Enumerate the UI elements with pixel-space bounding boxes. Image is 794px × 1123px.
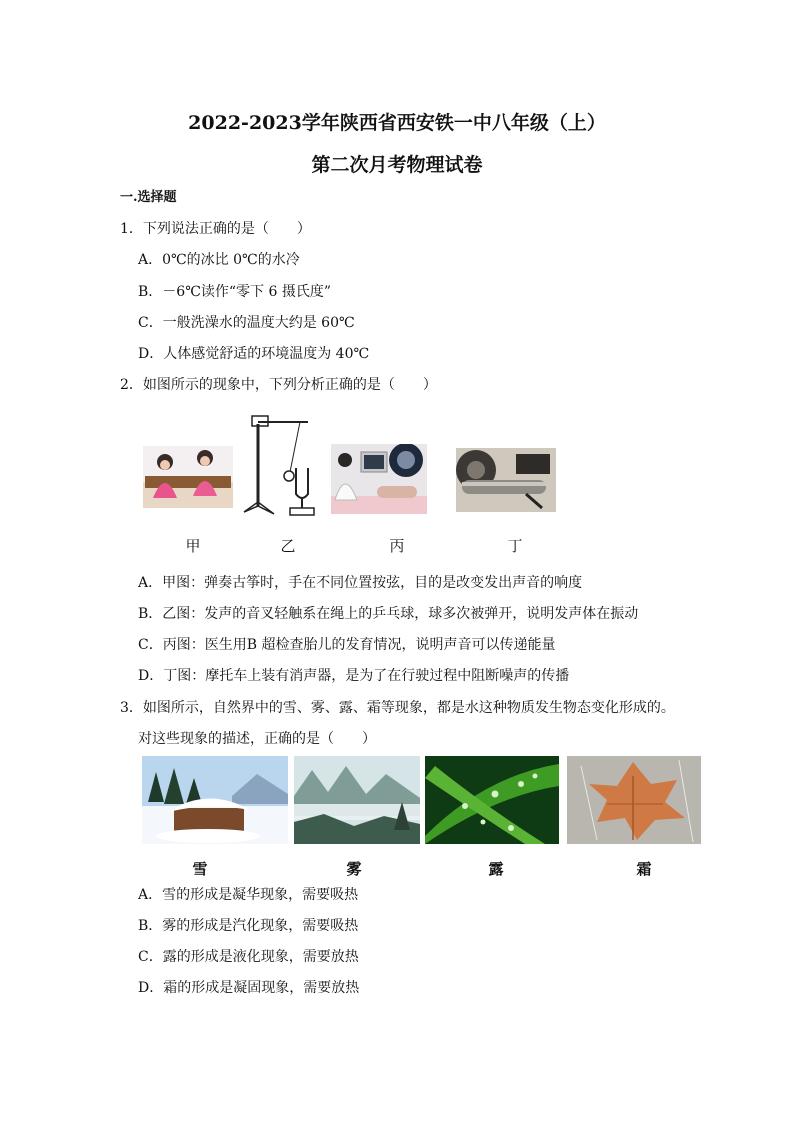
q2-caption-yi: 乙 [280,537,296,555]
q3-caption-frost: 霜 [636,860,652,878]
ultrasound-photo [331,444,427,514]
guzheng-photo [143,446,233,508]
q1-option-a: A．0℃的冰比 0℃的水冷 [138,252,300,268]
q3-caption-dew: 露 [488,860,504,878]
q2-stem: 2．如图所示的现象中，下列分析正确的是（ ） [120,377,437,393]
q2-option-d: D．丁图：摩托车上装有消声器，是为了在行驶过程中阻断噪声的传播 [138,668,570,684]
exam-title-line1: 2022-2023学年陕西省西安铁一中八年级（上） [188,112,606,134]
q3-caption-snow: 雪 [192,860,208,878]
q1-option-c: C．一般洗澡水的温度大约是 60℃ [138,315,355,331]
q2-option-a: A．甲图：弹奏古筝时，手在不同位置按弦，目的是改变发出声音的响度 [138,575,583,591]
q2-option-b: B．乙图：发声的音叉轻触系在绳上的乒乓球，球多次被弹开，说明发声体在振动 [138,606,639,622]
q2-option-c: C．丙图：医生用B 超检查胎儿的发育情况，说明声音可以传递能量 [138,637,556,653]
fog-photo [294,756,420,844]
snow-photo [142,756,288,844]
q1-stem: 1．下列说法正确的是（ ） [120,221,311,237]
q1-option-b: B．－6℃读作“零下 6 摄氏度” [138,284,331,300]
tuning-fork-diagram [240,410,322,520]
q3-option-b: B．雾的形成是汽化现象，需要吸热 [138,918,359,934]
muffler-photo [456,448,556,512]
q1-option-d: D．人体感觉舒适的环境温度为 40℃ [138,346,370,362]
q3-stem: 3．如图所示，自然界中的雪、雾、露、霜等现象，都是水这种物质发生物态变化形成的。 [120,700,675,716]
q3-option-c: C．露的形成是液化现象，需要放热 [138,949,359,965]
q3-stem-line2: 对这些现象的描述，正确的是（ ） [138,731,376,747]
q2-caption-ding: 丁 [507,537,523,555]
q3-option-d: D．霜的形成是凝固现象，需要放热 [138,980,360,996]
dew-photo [425,756,559,844]
q2-caption-jia: 甲 [185,537,201,555]
q3-option-a: A．雪的形成是凝华现象，需要吸热 [138,887,359,903]
section-heading: 一.选择题 [120,190,177,205]
frost-photo [567,756,701,844]
exam-title-line2: 第二次月考物理试卷 [311,154,483,176]
q3-caption-fog: 雾 [346,860,362,878]
q2-caption-bing: 丙 [389,537,405,555]
